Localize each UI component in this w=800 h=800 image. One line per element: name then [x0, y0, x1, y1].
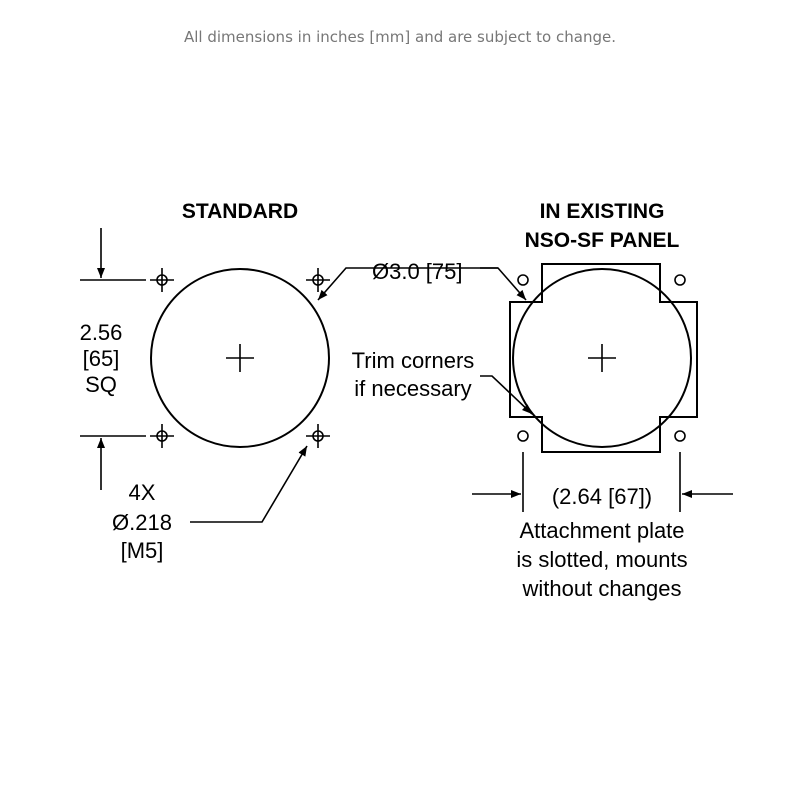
- hole-callout-mm: [M5]: [120, 538, 164, 563]
- standard-mounting-hole: [150, 268, 174, 292]
- standard-mounting-hole: [306, 424, 330, 448]
- existing-slot-hole: [518, 431, 528, 441]
- trim-leader-line: [480, 376, 532, 414]
- standard-title: STANDARD: [181, 200, 299, 223]
- plate-note-line2: is slotted, mounts: [516, 547, 688, 572]
- standard-cutout: [151, 269, 329, 447]
- existing-slot-hole: [675, 431, 685, 441]
- standard-mounting-hole: [150, 424, 174, 448]
- existing-cutout: [513, 269, 691, 447]
- existing-title-line2: NSO-SF PANEL: [524, 229, 680, 252]
- diameter-callout: Ø3.0 [75]: [372, 259, 463, 284]
- width-dim-value: (2.64 [67]): [551, 484, 653, 509]
- trim-note-line1: Trim corners: [351, 348, 475, 373]
- plate-note-line1: Attachment plate: [519, 518, 685, 543]
- trim-note-line2: if necessary: [354, 376, 472, 401]
- square-dim-mm: [65]: [82, 346, 120, 371]
- existing-title-line1: IN EXISTING: [539, 200, 665, 223]
- hole-callout-dia: Ø.218: [112, 510, 172, 535]
- existing-slot-hole: [518, 275, 528, 285]
- hole-callout-qty: 4X: [128, 480, 156, 505]
- hole-leader-line: [190, 446, 307, 522]
- standard-mounting-hole: [306, 268, 330, 292]
- existing-slot-hole: [675, 275, 685, 285]
- square-dim-sq: SQ: [85, 372, 117, 397]
- disclaimer-note: All dimensions in inches [mm] and are subject to change.: [184, 28, 616, 46]
- plate-note-line3: without changes: [522, 576, 682, 601]
- square-dim-value: 2.56: [79, 320, 123, 345]
